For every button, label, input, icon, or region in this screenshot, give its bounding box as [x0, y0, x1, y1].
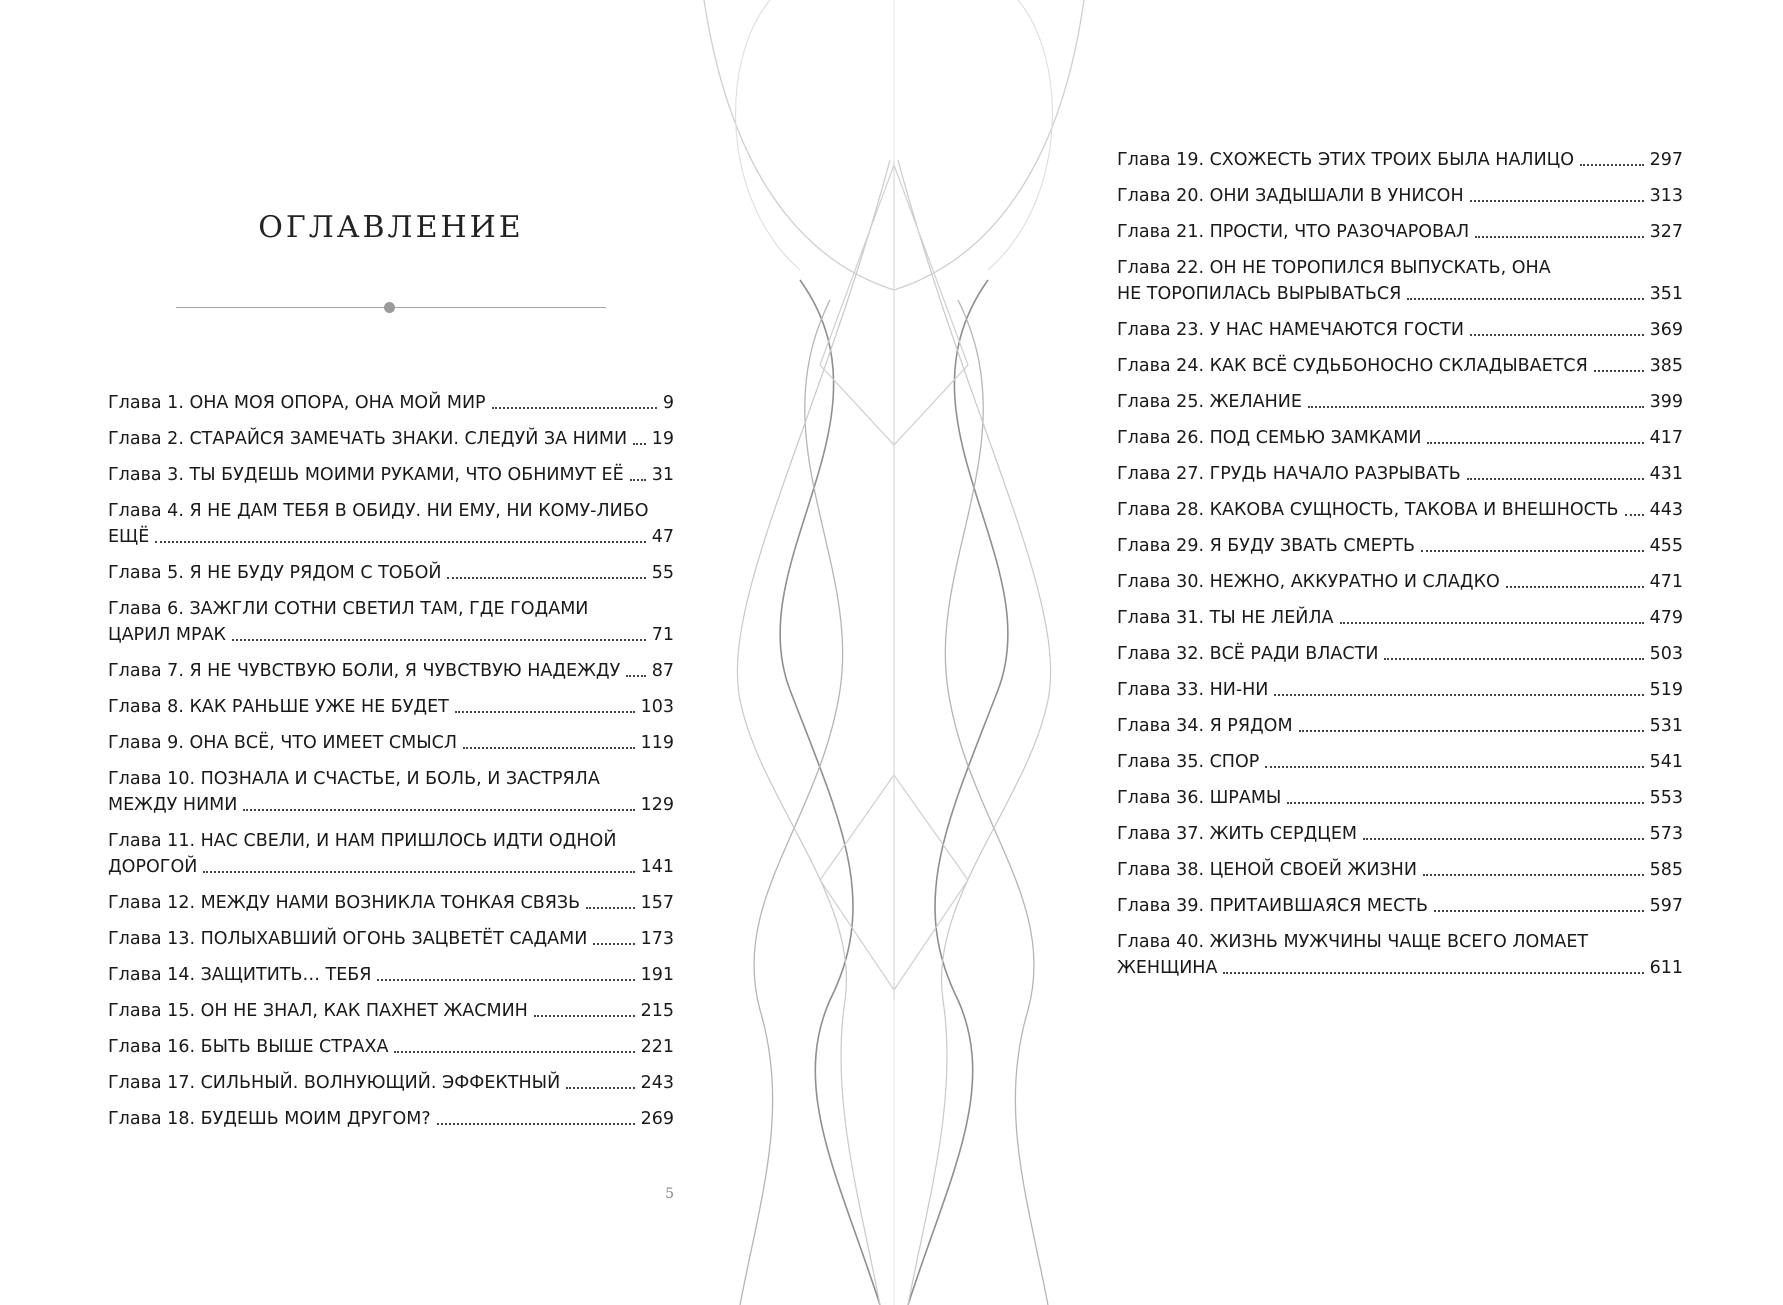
toc-entry-title: Глава 9. ОНА ВСЁ, ЧТО ИМЕЕТ СМЫСЛ [108, 733, 458, 753]
toc-entry-title-line: Глава 6. ЗАЖГЛИ СОТНИ СВЕТИЛ ТАМ, ГДЕ ГОДАМИ [108, 599, 589, 619]
toc-entry-row [1117, 497, 1683, 523]
toc-entry-title: Глава 24. КАК ВСЁ СУДЬБОНОСНО СКЛАДЫВАЕТСЯ [1117, 356, 1588, 376]
toc-entry-page: 87 [651, 661, 674, 681]
toc-entry-page: 417 [1649, 428, 1683, 448]
toc-entry-page: 585 [1649, 860, 1683, 880]
toc-entry-title-line: Глава 4. Я НЕ ДАМ ТЕБЯ В ОБИДУ. НИ ЕМУ, НИ КОМУ-ЛИБО [108, 501, 649, 521]
toc-entry-page: 611 [1649, 958, 1683, 978]
dot-leader [1223, 972, 1643, 974]
toc-entry-row [108, 1106, 674, 1132]
toc-entry-title: Глава 34. Я РЯДОМ [1117, 716, 1293, 736]
dot-leader [1475, 236, 1643, 238]
toc-entry-row [1117, 713, 1683, 739]
toc-entry-title: ДОРОГОЙ [108, 857, 198, 877]
toc-entry-row [108, 390, 674, 416]
toc-entry[interactable] [1117, 147, 1683, 173]
toc-entry-title: МЕЖДУ НИМИ [108, 795, 238, 815]
toc-entry[interactable] [1117, 821, 1683, 847]
toc-entry-title: Глава 3. ТЫ БУДЕШЬ МОИМИ РУКАМИ, ЧТО ОБНИМУТ ЕЁ [108, 465, 624, 485]
toc-entry[interactable] [108, 962, 674, 988]
toc-entry-page: 503 [1649, 644, 1683, 664]
toc-entry-row [108, 524, 674, 550]
toc-entry-title: Глава 36. ШРАМЫ [1117, 788, 1282, 808]
toc-entry[interactable] [1117, 389, 1683, 415]
dot-leader [1287, 802, 1643, 804]
toc-entry-page: 455 [1649, 536, 1683, 556]
page-number: 5 [665, 1186, 674, 1202]
toc-right-column [1117, 147, 1683, 991]
toc-entry[interactable] [108, 390, 674, 416]
toc-entry-title: Глава 33. НИ-НИ [1117, 680, 1269, 700]
toc-entry-title: Глава 25. ЖЕЛАНИЕ [1117, 392, 1302, 412]
toc-entry-page: 399 [1649, 392, 1683, 412]
toc-entry-title: Глава 12. МЕЖДУ НАМИ ВОЗНИКЛА ТОНКАЯ СВЯЗЬ [108, 893, 581, 913]
dot-leader [243, 809, 634, 811]
toc-entry[interactable] [1117, 183, 1683, 209]
toc-entry-title: Глава 30. НЕЖНО, АККУРАТНО И СЛАДКО [1117, 572, 1500, 592]
dot-leader [1421, 550, 1644, 552]
toc-entry[interactable] [1117, 461, 1683, 487]
toc-entry-page: 573 [1649, 824, 1683, 844]
dot-leader [1384, 658, 1643, 660]
toc-entry-row [108, 658, 674, 684]
toc-entry-title: Глава 20. ОНИ ЗАДЫШАЛИ В УНИСОН [1117, 186, 1464, 206]
toc-entry-page: 541 [1649, 752, 1683, 772]
toc-entry-row [1117, 219, 1683, 245]
toc-entry-page: 157 [640, 893, 674, 913]
toc-entry[interactable] [1117, 749, 1683, 775]
toc-entry-row [1117, 353, 1683, 379]
toc-entry[interactable] [108, 596, 674, 648]
toc-entry[interactable] [108, 1070, 674, 1096]
dot-leader [463, 747, 635, 749]
dot-leader [1265, 766, 1643, 768]
dot-leader [1625, 514, 1644, 516]
dot-leader [232, 639, 646, 641]
toc-entry-title-line: Глава 40. ЖИЗНЬ МУЖЧИНЫ ЧАЩЕ ВСЕГО ЛОМАЕТ [1117, 932, 1589, 952]
toc-entry[interactable] [108, 426, 674, 452]
toc-entry[interactable] [108, 498, 674, 550]
toc-entry-title: Глава 32. ВСЁ РАДИ ВЛАСТИ [1117, 644, 1379, 664]
dot-leader [1363, 838, 1644, 840]
toc-entry[interactable] [1117, 255, 1683, 307]
toc-entry-row [1117, 281, 1683, 307]
toc-entry-title: Глава 14. ЗАЩИТИТЬ… ТЕБЯ [108, 965, 372, 985]
toc-entry[interactable] [1117, 677, 1683, 703]
toc-entry-page: 31 [651, 465, 674, 485]
toc-entry-page: 55 [651, 563, 674, 583]
dot-leader [566, 1087, 634, 1089]
toc-entry-title: Глава 23. У НАС НАМЕЧАЮТСЯ ГОСТИ [1117, 320, 1464, 340]
toc-entry-row [108, 694, 674, 720]
toc-entry-row [1117, 821, 1683, 847]
dot-leader [1340, 622, 1644, 624]
toc-entry-title: Глава 21. ПРОСТИ, ЧТО РАЗОЧАРОВАЛ [1117, 222, 1470, 242]
toc-entry-row [108, 998, 674, 1024]
toc-entry[interactable] [1117, 219, 1683, 245]
dot-leader [593, 943, 634, 945]
toc-entry-row [1117, 677, 1683, 703]
dot-leader [377, 979, 634, 981]
toc-entry-page: 269 [640, 1109, 674, 1129]
toc-entry-page: 479 [1649, 608, 1683, 628]
dot-leader [1594, 370, 1644, 372]
toc-entry[interactable] [108, 730, 674, 756]
toc-entry-row [108, 890, 674, 916]
toc-entry-title: Глава 7. Я НЕ ЧУВСТВУЮ БОЛИ, Я ЧУВСТВУЮ НАДЕЖДУ [108, 661, 621, 681]
toc-entry-page: 19 [651, 429, 674, 449]
toc-entry-page: 553 [1649, 788, 1683, 808]
toc-entry[interactable] [1117, 569, 1683, 595]
toc-entry[interactable] [1117, 929, 1683, 981]
divider-dot-icon [384, 302, 395, 313]
toc-entry-title: Глава 27. ГРУДЬ НАЧАЛО РАЗРЫВАТЬ [1117, 464, 1461, 484]
toc-entry[interactable] [108, 998, 674, 1024]
toc-entry-row [1117, 785, 1683, 811]
toc-entry-row [108, 962, 674, 988]
toc-entry-row [108, 854, 674, 880]
toc-entry[interactable] [108, 1106, 674, 1132]
dot-leader [1580, 164, 1644, 166]
toc-entry[interactable] [108, 890, 674, 916]
toc-entry-title: Глава 1. ОНА МОЯ ОПОРА, ОНА МОЙ МИР [108, 393, 486, 413]
toc-entry-title: Глава 13. ПОЛЫХАВШИЙ ОГОНЬ ЗАЦВЕТЁТ САДАМИ [108, 929, 588, 949]
toc-entry-page: 471 [1649, 572, 1683, 592]
toc-entry-page: 141 [640, 857, 674, 877]
dot-leader [1470, 334, 1644, 336]
page-title: ОГЛАВЛЕНИЕ [258, 210, 524, 245]
toc-entry-page: 327 [1649, 222, 1683, 242]
dot-leader [1470, 200, 1644, 202]
toc-entry-page: 173 [640, 929, 674, 949]
toc-entry-page: 191 [640, 965, 674, 985]
toc-entry[interactable] [1117, 785, 1683, 811]
dot-leader [1506, 586, 1644, 588]
toc-entry-row [1117, 183, 1683, 209]
toc-entry-row [1117, 893, 1683, 919]
toc-entry-row [1117, 147, 1683, 173]
toc-entry-title: НЕ ТОРОПИЛАСЬ ВЫРЫВАТЬСЯ [1117, 284, 1402, 304]
dot-leader [1467, 478, 1644, 480]
toc-left-column [108, 390, 674, 1142]
toc-entry-row [1117, 641, 1683, 667]
toc-entry-title-line: Глава 10. ПОЗНАЛА И СЧАСТЬЕ, И БОЛЬ, И ЗАСТРЯЛА [108, 769, 600, 789]
toc-entry-title: Глава 19. СХОЖЕСТЬ ЭТИХ ТРОИХ БЫЛА НАЛИЦО [1117, 150, 1575, 170]
dot-leader [630, 479, 646, 481]
toc-entry-row [108, 730, 674, 756]
dot-leader [1407, 298, 1643, 300]
toc-entry[interactable] [108, 766, 674, 818]
toc-entry-page: 9 [662, 393, 674, 413]
dot-leader [586, 907, 635, 909]
toc-entry-title: Глава 5. Я НЕ БУДУ РЯДОМ С ТОБОЙ [108, 563, 442, 583]
toc-entry-title: Глава 38. ЦЕНОЙ СВОЕЙ ЖИЗНИ [1117, 860, 1417, 880]
toc-entry[interactable] [108, 560, 674, 586]
dot-leader [447, 577, 645, 579]
toc-entry-title: Глава 37. ЖИТЬ СЕРДЦЕМ [1117, 824, 1358, 844]
toc-entry-page: 215 [640, 1001, 674, 1021]
dot-leader [1427, 442, 1643, 444]
toc-entry[interactable] [108, 926, 674, 952]
toc-entry-title-line: Глава 11. НАС СВЕЛИ, И НАМ ПРИШЛОСЬ ИДТИ ОДНОЙ [108, 831, 617, 851]
dot-leader [633, 443, 646, 445]
toc-entry[interactable] [108, 1034, 674, 1060]
toc-entry-title: Глава 29. Я БУДУ ЗВАТЬ СМЕРТЬ [1117, 536, 1415, 556]
toc-entry-row [108, 1034, 674, 1060]
toc-entry-page: 597 [1649, 896, 1683, 916]
toc-entry-page: 443 [1649, 500, 1683, 520]
toc-entry[interactable] [1117, 317, 1683, 343]
toc-entry-title: Глава 2. СТАРАЙСЯ ЗАМЕЧАТЬ ЗНАКИ. СЛЕДУЙ ЗА НИМИ [108, 429, 628, 449]
toc-entry[interactable] [108, 658, 674, 684]
toc-entry[interactable] [1117, 533, 1683, 559]
toc-entry-title: Глава 26. ПОД СЕМЬЮ ЗАМКАМИ [1117, 428, 1422, 448]
toc-entry[interactable] [1117, 893, 1683, 919]
toc-entry-title: Глава 8. КАК РАНЬШЕ УЖЕ НЕ БУДЕТ [108, 697, 449, 717]
dot-leader [626, 675, 645, 677]
toc-entry[interactable] [1117, 605, 1683, 631]
toc-entry-title: Глава 35. СПОР [1117, 752, 1260, 772]
toc-entry-row [1117, 317, 1683, 343]
dot-leader [534, 1015, 635, 1017]
toc-entry-title: Глава 16. БЫТЬ ВЫШЕ СТРАХА [108, 1037, 389, 1057]
dot-leader [1299, 730, 1644, 732]
toc-entry-title: ЖЕНЩИНА [1117, 958, 1218, 978]
toc-entry-title: ЦАРИЛ МРАК [108, 625, 226, 645]
title-divider [176, 302, 606, 314]
toc-entry-row [1117, 389, 1683, 415]
toc-entry-title: ЕЩЁ [108, 527, 150, 547]
toc-entry-page: 351 [1649, 284, 1683, 304]
toc-entry[interactable] [1117, 857, 1683, 883]
toc-entry-page: 297 [1649, 150, 1683, 170]
toc-entry-title: Глава 39. ПРИТАИВШАЯСЯ МЕСТЬ [1117, 896, 1428, 916]
toc-entry-row [108, 792, 674, 818]
toc-entry-page: 431 [1649, 464, 1683, 484]
toc-entry-row [1117, 461, 1683, 487]
toc-entry-page: 103 [640, 697, 674, 717]
toc-entry-row [108, 462, 674, 488]
toc-entry-row [1117, 857, 1683, 883]
toc-entry[interactable] [108, 828, 674, 880]
dot-leader [1423, 874, 1644, 876]
toc-entry[interactable] [1117, 353, 1683, 379]
toc-entry-row [1117, 569, 1683, 595]
dot-leader [155, 541, 645, 543]
toc-entry-row [108, 622, 674, 648]
toc-entry-page: 369 [1649, 320, 1683, 340]
toc-entry-page: 129 [640, 795, 674, 815]
toc-entry-page: 119 [640, 733, 674, 753]
toc-entry-row [1117, 605, 1683, 631]
toc-entry-page: 313 [1649, 186, 1683, 206]
toc-entry-page: 531 [1649, 716, 1683, 736]
toc-entry-row [108, 560, 674, 586]
dot-leader [394, 1051, 634, 1053]
toc-entry-title: Глава 28. КАКОВА СУЩНОСТЬ, ТАКОВА И ВНЕШНОСТЬ [1117, 500, 1619, 520]
toc-entry-title: Глава 31. ТЫ НЕ ЛЕЙЛА [1117, 608, 1334, 628]
dot-leader [1434, 910, 1644, 912]
dot-leader [455, 711, 635, 713]
toc-entry[interactable] [108, 694, 674, 720]
toc-entry-page: 385 [1649, 356, 1683, 376]
dot-leader [203, 871, 634, 873]
dot-leader [437, 1123, 635, 1125]
toc-entry-title: Глава 17. СИЛЬНЫЙ. ВОЛНУЮЩИЙ. ЭФФЕКТНЫЙ [108, 1073, 561, 1093]
toc-entry[interactable] [1117, 641, 1683, 667]
dot-leader [492, 407, 657, 409]
toc-entry[interactable] [1117, 425, 1683, 451]
toc-entry-row [1117, 533, 1683, 559]
dot-leader [1308, 406, 1644, 408]
toc-entry-title: Глава 15. ОН НЕ ЗНАЛ, КАК ПАХНЕТ ЖАСМИН [108, 1001, 528, 1021]
toc-entry-page: 519 [1649, 680, 1683, 700]
toc-entry-row [108, 426, 674, 452]
toc-entry-title-line: Глава 22. ОН НЕ ТОРОПИЛСЯ ВЫПУСКАТЬ, ОНА [1117, 258, 1551, 278]
toc-entry-row [108, 926, 674, 952]
toc-entry-page: 47 [651, 527, 674, 547]
toc-entry[interactable] [108, 462, 674, 488]
toc-entry-row [1117, 425, 1683, 451]
toc-entry-page: 243 [640, 1073, 674, 1093]
toc-entry-title: Глава 18. БУДЕШЬ МОИМ ДРУГОМ? [108, 1109, 431, 1129]
toc-entry[interactable] [1117, 713, 1683, 739]
toc-entry-page: 221 [640, 1037, 674, 1057]
toc-entry[interactable] [1117, 497, 1683, 523]
toc-entry-row [1117, 955, 1683, 981]
toc-entry-page: 71 [651, 625, 674, 645]
toc-entry-row [1117, 749, 1683, 775]
dot-leader [1274, 694, 1643, 696]
toc-entry-row [108, 1070, 674, 1096]
